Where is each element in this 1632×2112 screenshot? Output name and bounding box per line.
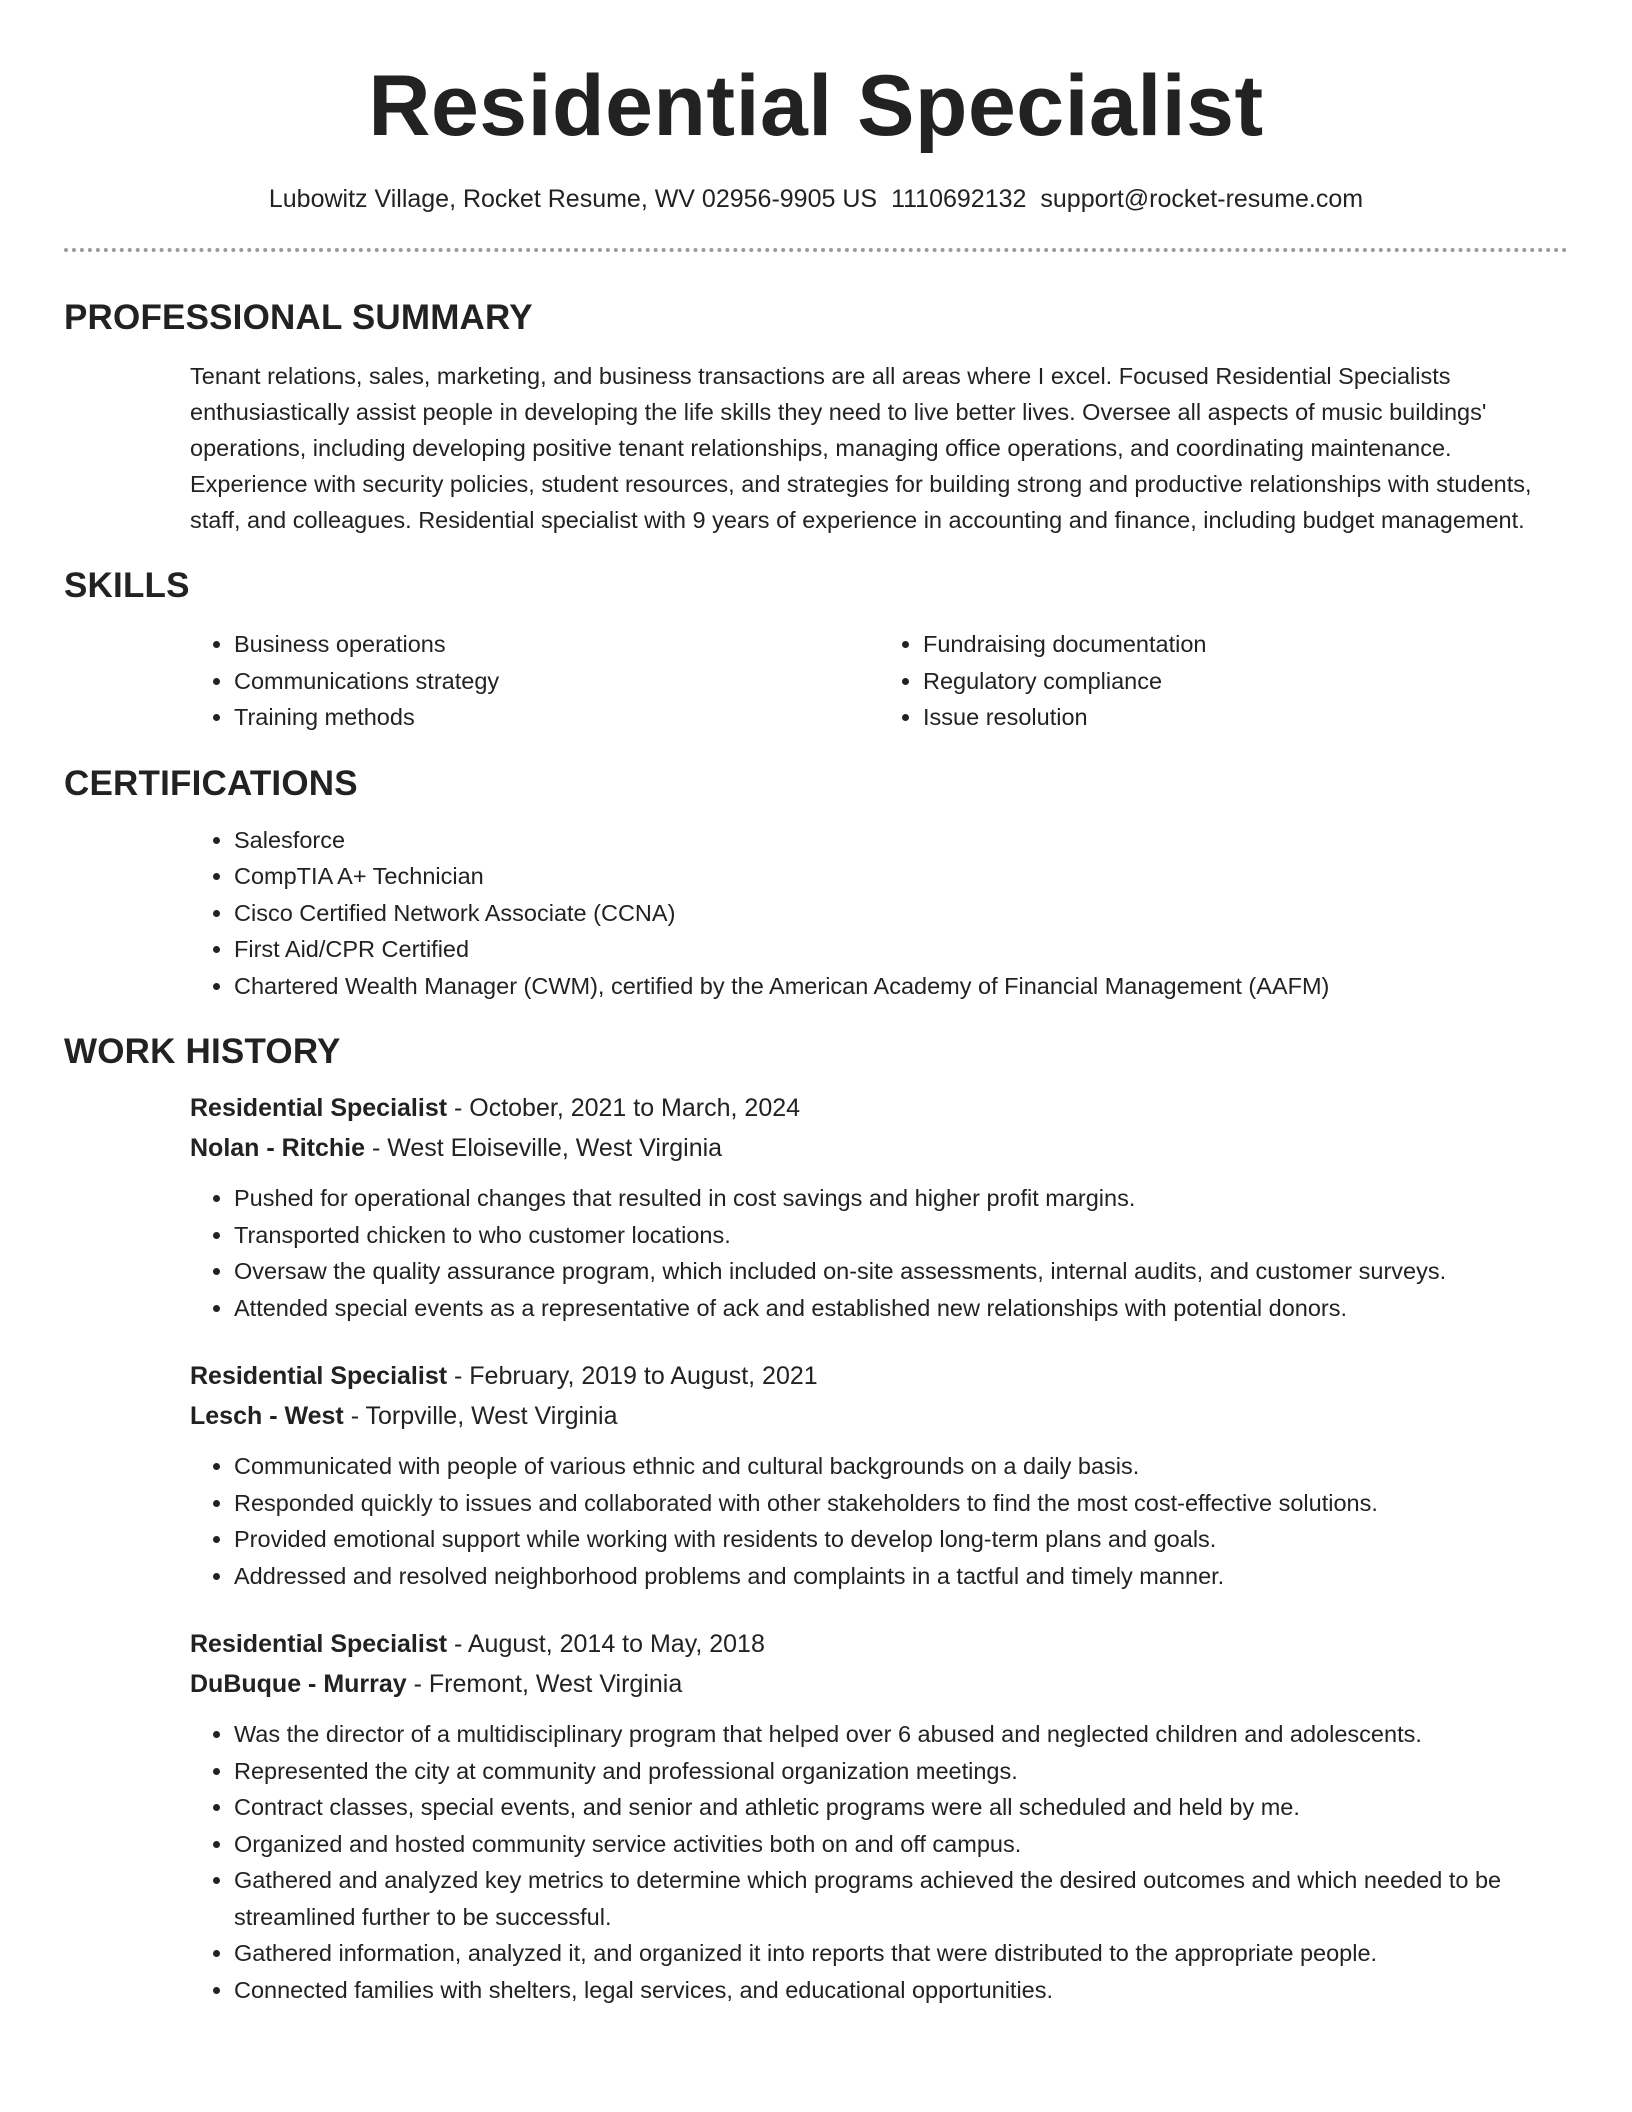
certifications-list [190, 822, 1568, 1005]
job-duty: • Communicated with people of various ethnic and cultural backgrounds on a daily basis. [234, 1448, 1568, 1485]
skill-item: • Issue resolution [923, 699, 1568, 736]
skill-item: • Training methods [234, 699, 879, 736]
contact-email: support@rocket-resume.com [1040, 185, 1364, 213]
job-title-line [190, 1088, 1568, 1128]
job-duties [190, 1716, 1568, 2008]
job-duties [190, 1448, 1568, 1594]
job-duty: • Addressed and resolved neighborhood problems and complaints in a tactful and timely manner. [234, 1558, 1568, 1595]
job-company-line [190, 1128, 1568, 1168]
job-duty: • Organized and hosted community service activities both on and off campus. [234, 1826, 1568, 1863]
skills-list [190, 626, 1568, 736]
job-role: Residential Specialist [190, 1362, 448, 1390]
job-company-line [190, 1396, 1568, 1436]
resume-page [64, 0, 1568, 2008]
job-duty: • Connected families with shelters, legal services, and educational opportunities. [234, 1972, 1568, 2009]
job-location: - West Eloiseville, West Virginia [365, 1134, 723, 1162]
certification-item: • First Aid/CPR Certified [234, 931, 1568, 968]
job-duty: • Gathered and analyzed key metrics to determine which programs achieved the desired outcomes and which needed to be streamlined further to be successful. [234, 1862, 1568, 1935]
skill-item: • Regulatory compliance [923, 663, 1568, 700]
certification-item: • Chartered Wealth Manager (CWM), certified by the American Academy of Financial Management (AAFM) [234, 968, 1568, 1005]
summary-text: Tenant relations, sales, marketing, and business transactions are all areas where I excel. Focused Residential Specialists enthusiastically assist people in developing the life skills they need to live better lives. Oversee all aspects of music buildings' operations, including developing positive tenant relationships, managing office operations, and coordinating maintenance. Experience with security policies, student resources, and strategies for building strong and productive relationships with students, staff, and colleagues. Residential specialist with 9 years of experience in accounting and finance, including budget management. [190, 363, 1532, 533]
job-title-line [190, 1624, 1568, 1664]
header-divider [64, 248, 1568, 252]
job-dates: - October, 2021 to March, 2024 [447, 1094, 801, 1122]
contact-phone: 1110692132 [891, 185, 1027, 213]
job-duty: • Contract classes, special events, and senior and athletic programs were all scheduled and held by me. [234, 1789, 1568, 1826]
skill-item: • Communications strategy [234, 663, 879, 700]
work-history-heading: WORK HISTORY [64, 1032, 341, 1071]
contact-address: Lubowitz Village, Rocket Resume, WV 02956-9905 US [268, 185, 878, 213]
job-company: DuBuque - Murray [190, 1670, 407, 1698]
job-company-line [190, 1664, 1568, 1704]
job-duty: • Gathered information, analyzed it, and organized it into reports that were distributed to the appropriate people. [234, 1935, 1568, 1972]
job-entry [190, 1088, 1568, 1326]
skill-item: • Fundraising documentation [923, 626, 1568, 663]
job-duty: • Responded quickly to issues and collaborated with other stakeholders to find the most cost-effective solutions. [234, 1485, 1568, 1522]
job-dates: - August, 2014 to May, 2018 [447, 1630, 765, 1658]
job-title-line [190, 1356, 1568, 1396]
job-role: Residential Specialist [190, 1630, 448, 1658]
job-duties [190, 1180, 1568, 1326]
job-duty: • Oversaw the quality assurance program, which included on-site assessments, internal audits, and customer surveys. [234, 1253, 1568, 1290]
skills-column-left [190, 626, 879, 736]
certification-item: • CompTIA A+ Technician [234, 858, 1568, 895]
job-duty: • Attended special events as a representative of ack and established new relationships with potential donors. [234, 1290, 1568, 1327]
job-duty: • Transported chicken to who customer locations. [234, 1217, 1568, 1254]
job-duty: • Provided emotional support while working with residents to develop long-term plans and goals. [234, 1521, 1568, 1558]
job-role: Residential Specialist [190, 1094, 448, 1122]
job-company: Lesch - West [190, 1402, 344, 1430]
skills-column-right [879, 626, 1568, 736]
job-duty: • Pushed for operational changes that resulted in cost savings and higher profit margins. [234, 1180, 1568, 1217]
certification-item: • Salesforce [234, 822, 1568, 859]
job-dates: - February, 2019 to August, 2021 [447, 1362, 818, 1390]
skills-heading: SKILLS [64, 566, 190, 605]
job-location: - Torpville, West Virginia [343, 1402, 618, 1430]
contact-line [64, 182, 1568, 216]
job-location: - Fremont, West Virginia [406, 1670, 683, 1698]
job-company: Nolan - Ritchie [190, 1134, 366, 1162]
certifications-heading: CERTIFICATIONS [64, 763, 358, 803]
candidate-name: Residential Specialist [368, 58, 1264, 154]
summary-heading: PROFESSIONAL SUMMARY [64, 298, 533, 337]
job-duty: • Represented the city at community and professional organization meetings. [234, 1753, 1568, 1790]
certification-item: • Cisco Certified Network Associate (CCNA) [234, 895, 1568, 932]
job-duty: • Was the director of a multidisciplinary program that helped over 6 abused and neglected children and adolescents. [234, 1716, 1568, 1753]
job-entry [190, 1356, 1568, 1594]
skill-item: • Business operations [234, 626, 879, 663]
job-entry [190, 1624, 1568, 2008]
